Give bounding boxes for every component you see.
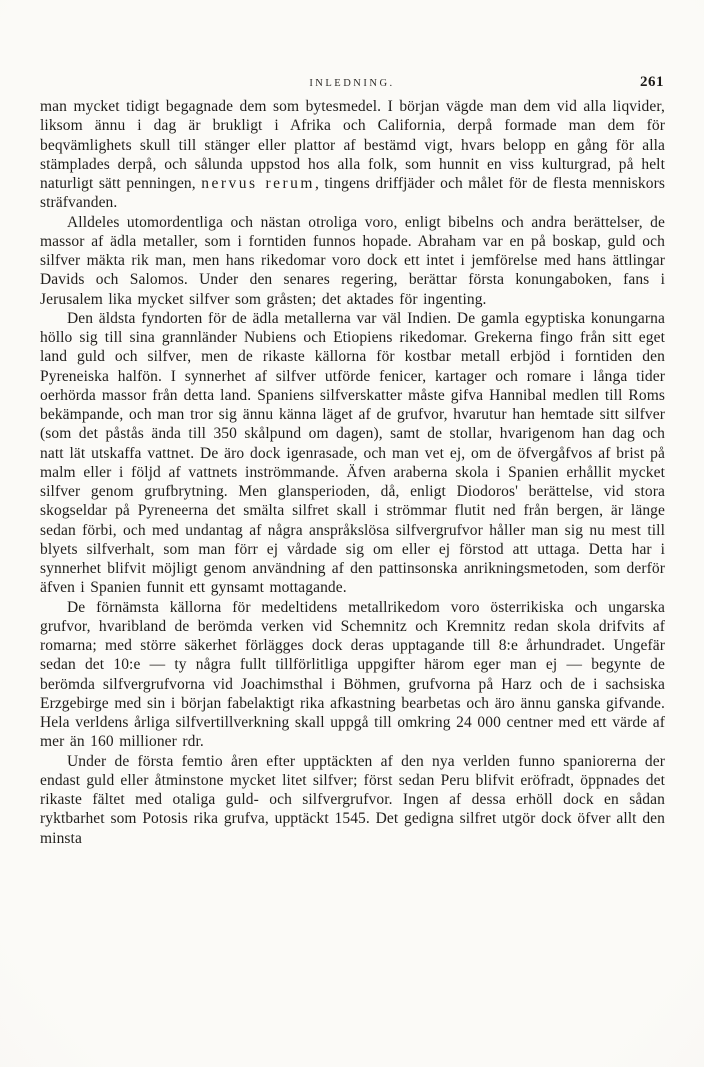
paragraph-text: , tingens driffjäder och målet för de flesta menniskors sträfvanden. bbox=[40, 175, 665, 212]
running-title: INLEDNING. bbox=[309, 78, 395, 89]
paragraph: De förnämsta källorna för medeltidens metallrikedom voro österrikiska och ungarska grufvor, hvaribland de berömda verken vid Schemnitz och Kremnitz redan skola drifvits af romarna; med större säkerhet förlägges dock deras upptagande till 8:e århundradet. Ungefär sedan det 10:e — ty några fullt tillförlitliga uppgifter härom eger man ej — begynte de berömda silfvergrufvorna vid Joachimsthal i Böhmen, grufvorna på Harz och de i sachsiska Erzgebirge med sin i början fabelaktigt rika afkastning bearbetas och äro ännu ganska gifvande. Hela verldens årliga silfvertillverkning skall uppgå till omkring 24 000 centner med ett värde af mer än 160 millioner rdr. bbox=[40, 598, 665, 751]
page-header bbox=[40, 74, 664, 98]
text-block bbox=[40, 97, 665, 848]
emphasized-latin-term: nervus rerum bbox=[201, 175, 315, 192]
paragraph-text: man mycket tidigt begagnade dem som bytesmedel. I början vägde man dem vid alla liqvider, liksom ännu i dag är brukligt i Afrika och California, derpå formade man dem för beqvämlighets skull till stänger eller plattor af bestämd vigt, hvars belopp en gång för alla stämplades derpå, och sålunda uppstod hos alla folk, som hunnit en viss kulturgrad, på helt naturligt sätt penningen, bbox=[40, 98, 665, 192]
paragraph: Alldeles utomordentliga och nästan otroliga voro, enligt bibelns och andra berättelser, de massor af ädla metaller, som i forntiden funnos hopade. Abraham var en på boskap, guld och silfver mäkta rik man, men hans rikedomar voro dock ett intet i jemförelse med hans ättlingar Davids och Salomos. Under den senares regering, berättar första konungaboken, fans i Jerusalem lika mycket silfver som gråsten; det aktades för ingenting. bbox=[40, 213, 665, 308]
paragraph bbox=[40, 97, 665, 213]
paragraph: Den äldsta fyndorten för de ädla metallerna var väl Indien. De gamla egyptiska konungarna höllo sig till sina grannländer Nubiens och Etiopiens rikedomar. Grekerna fingo från sitt eget land guld och silfver, men de rikaste källorna för kostbar metall erbjöd i forntiden den Pyreneiska halfön. I synnerhet af silfver utförde fenicer, kartager och romare i långa tider oerhörda massor från detta land. Spaniens silfverskatter måste gifva Hannibal medlen till Roms bekämpande, och man tror sig ännu känna läget af de grufvor, hvarutur han hemtade sitt silfver (som det påstås ända till 350 skålpund om dagen), samt de stollar, hvarigenom han dag och natt lät utskaffa vattnet. De äro dock igenrasade, och man vet ej, om de öfvergåfvos af brist på malm eller i följd af vattnets inströmmande. Äfven araberna skola i Spanien erhållit mycket silfver genom grufbrytning. Men glansperioden, då, enligt Diodoros' berättelse, vid stora skogseldar på Pyreneerna det smälta silfret skall i strömmar flutit ned från bergen, är länge sedan förbi, och med undantag af några anspråkslösa silfvergrufvor håller man sig nu mest till blyets silfverhalt, som man förr ej vårdade sig om eller ej förstod att uttaga. Detta har i synnerhet blifvit möjligt genom användning af den pattinsonska anrikningsmetoden, som derför äfven i Spanien funnit ett gynsamt mottagande. bbox=[40, 309, 665, 597]
page-number: 261 bbox=[640, 74, 664, 90]
paragraph: Under de första femtio åren efter upptäckten af den nya verlden funno spaniorerna der endast guld eller åtminstone mycket litet silfver; först sedan Peru blifvit eröfradt, öppnades det rikaste fältet med otaliga guld- och silfvergrufvor. Ingen af dessa erhöll dock en sådan ryktbarhet som Potosis rika grufva, upptäckt 1545. Det gedigna silfret utgör dock öfver allt den minsta bbox=[40, 752, 665, 847]
